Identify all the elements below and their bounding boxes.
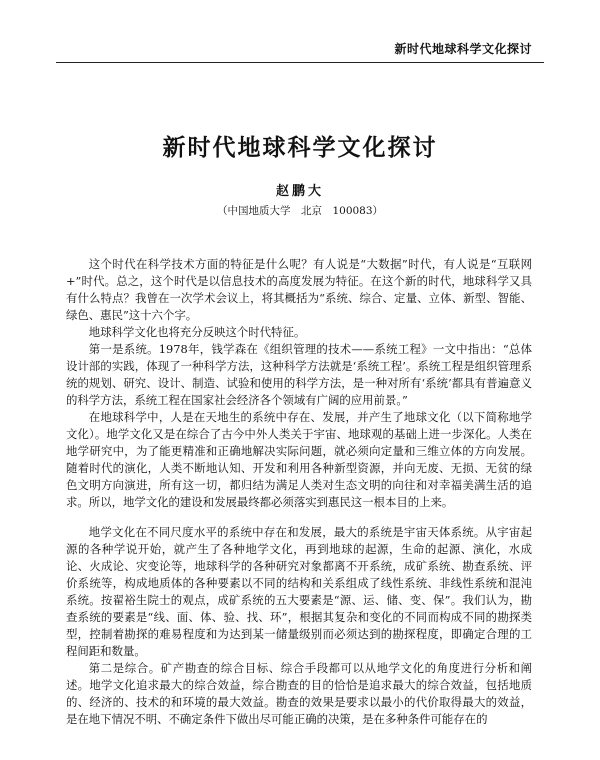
paragraph-intro: 这个时代在科学技术方面的特征是什么呢？有人说是“大数据”时代，有人说是“互联网+”时代。总之，这个时代是以信息技术的高度发展为特征。在这个新的时代，地球科学又具有什么特点？我曾在一次学术会议上，将其概括为“系统、综合、定量、立体、新型、智能、绿色、惠民”这十六个字。 (66, 257, 532, 322)
paragraph-earth-culture: 在地球科学中，人是在天地生的系统中存在、发展，并产生了地球文化（以下简称地学文化）。地学文化又是在综合了古今中外人类关于宇宙、地球观的基础上进一步深化。人类在地学研究中，为了能更精准和正确地解决实际问题，就必须向定量和三维立体的方向发展。随着时代的演化，人类不断地认知、开发和利用各种新型资源，并向无废、无损、无贫的绿色文明方向演进，所有这一切，都归结为满足人类对生态文明的向往和对幸福美满生活的追求。所以，地学文化的建设和发展最终都必须落实到惠民这一根本目的上来。 (66, 410, 532, 509)
article-title: 新时代地球科学文化探讨 (162, 135, 438, 161)
paragraph-system-scales: 地学文化在不同尺度水平的系统中存在和发展，最大的系统是宇宙天体系统。从宇宙起源的各种学说开始，就产生了各种地学文化，再到地球的起源，生命的起源、演化，水成论、火成论、灾变论等，地球科学的各种研究对象都离不开系统，成矿系统、勘查系统、评价系统等，构成地质体的各种要素以不同的结构和关系组成了线性系统、非线性系统和混沌系统。按翟裕生院士的观点，成矿系统的五大要素是“源、运、储、变、保”。我们认为，勘查系统的要素是“线、面、体、验、找、环”，根据其复杂和变化的不同而构成不同的勘探类型，控制着勘探的难易程度和为达到某一储量级别而必须达到的勘探程度，即确定合理的工程间距和数量。 (66, 525, 532, 658)
running-header: 新时代地球科学文化探讨 (394, 42, 532, 56)
paragraph-comprehensive: 第二是综合。矿产勘查的综合目标、综合手段都可以从地学文化的角度进行分析和阐述。地学文化追求最大的综合效益，综合勘查的目的恰恰是追求最大的综合效益，包括地质的、经济的、技术的和环境的最大效益。勘查的效果是要求以最小的代价取得最大的效益，是在地下情况不明、不确定条件下做出尽可能正确的决策，是在多种条件可能存在的 (66, 661, 532, 726)
header-rule (56, 62, 544, 63)
paragraph-era-feature: 地球科学文化也将充分反映这个时代特征。 (88, 325, 306, 339)
article-body (66, 256, 532, 728)
author-name: 赵鹏大 (275, 184, 324, 199)
author-affiliation: （中国地质大学 北京 100083） (216, 205, 384, 217)
paragraph-system: 第一是系统。1978年，钱学森在《组织管理的技术——系统工程》一文中指出：“总体设计部的实践，体现了一种科学方法，这种科学方法就是‘系统工程’。系统工程是组织管理系统的规划、研究、设计、制造、试验和使用的科学方法，是一种对所有‘系统’都具有普遍意义的科学方法，系统工程在国家社会经济各个领域有广阔的应用前景。” (66, 342, 532, 407)
